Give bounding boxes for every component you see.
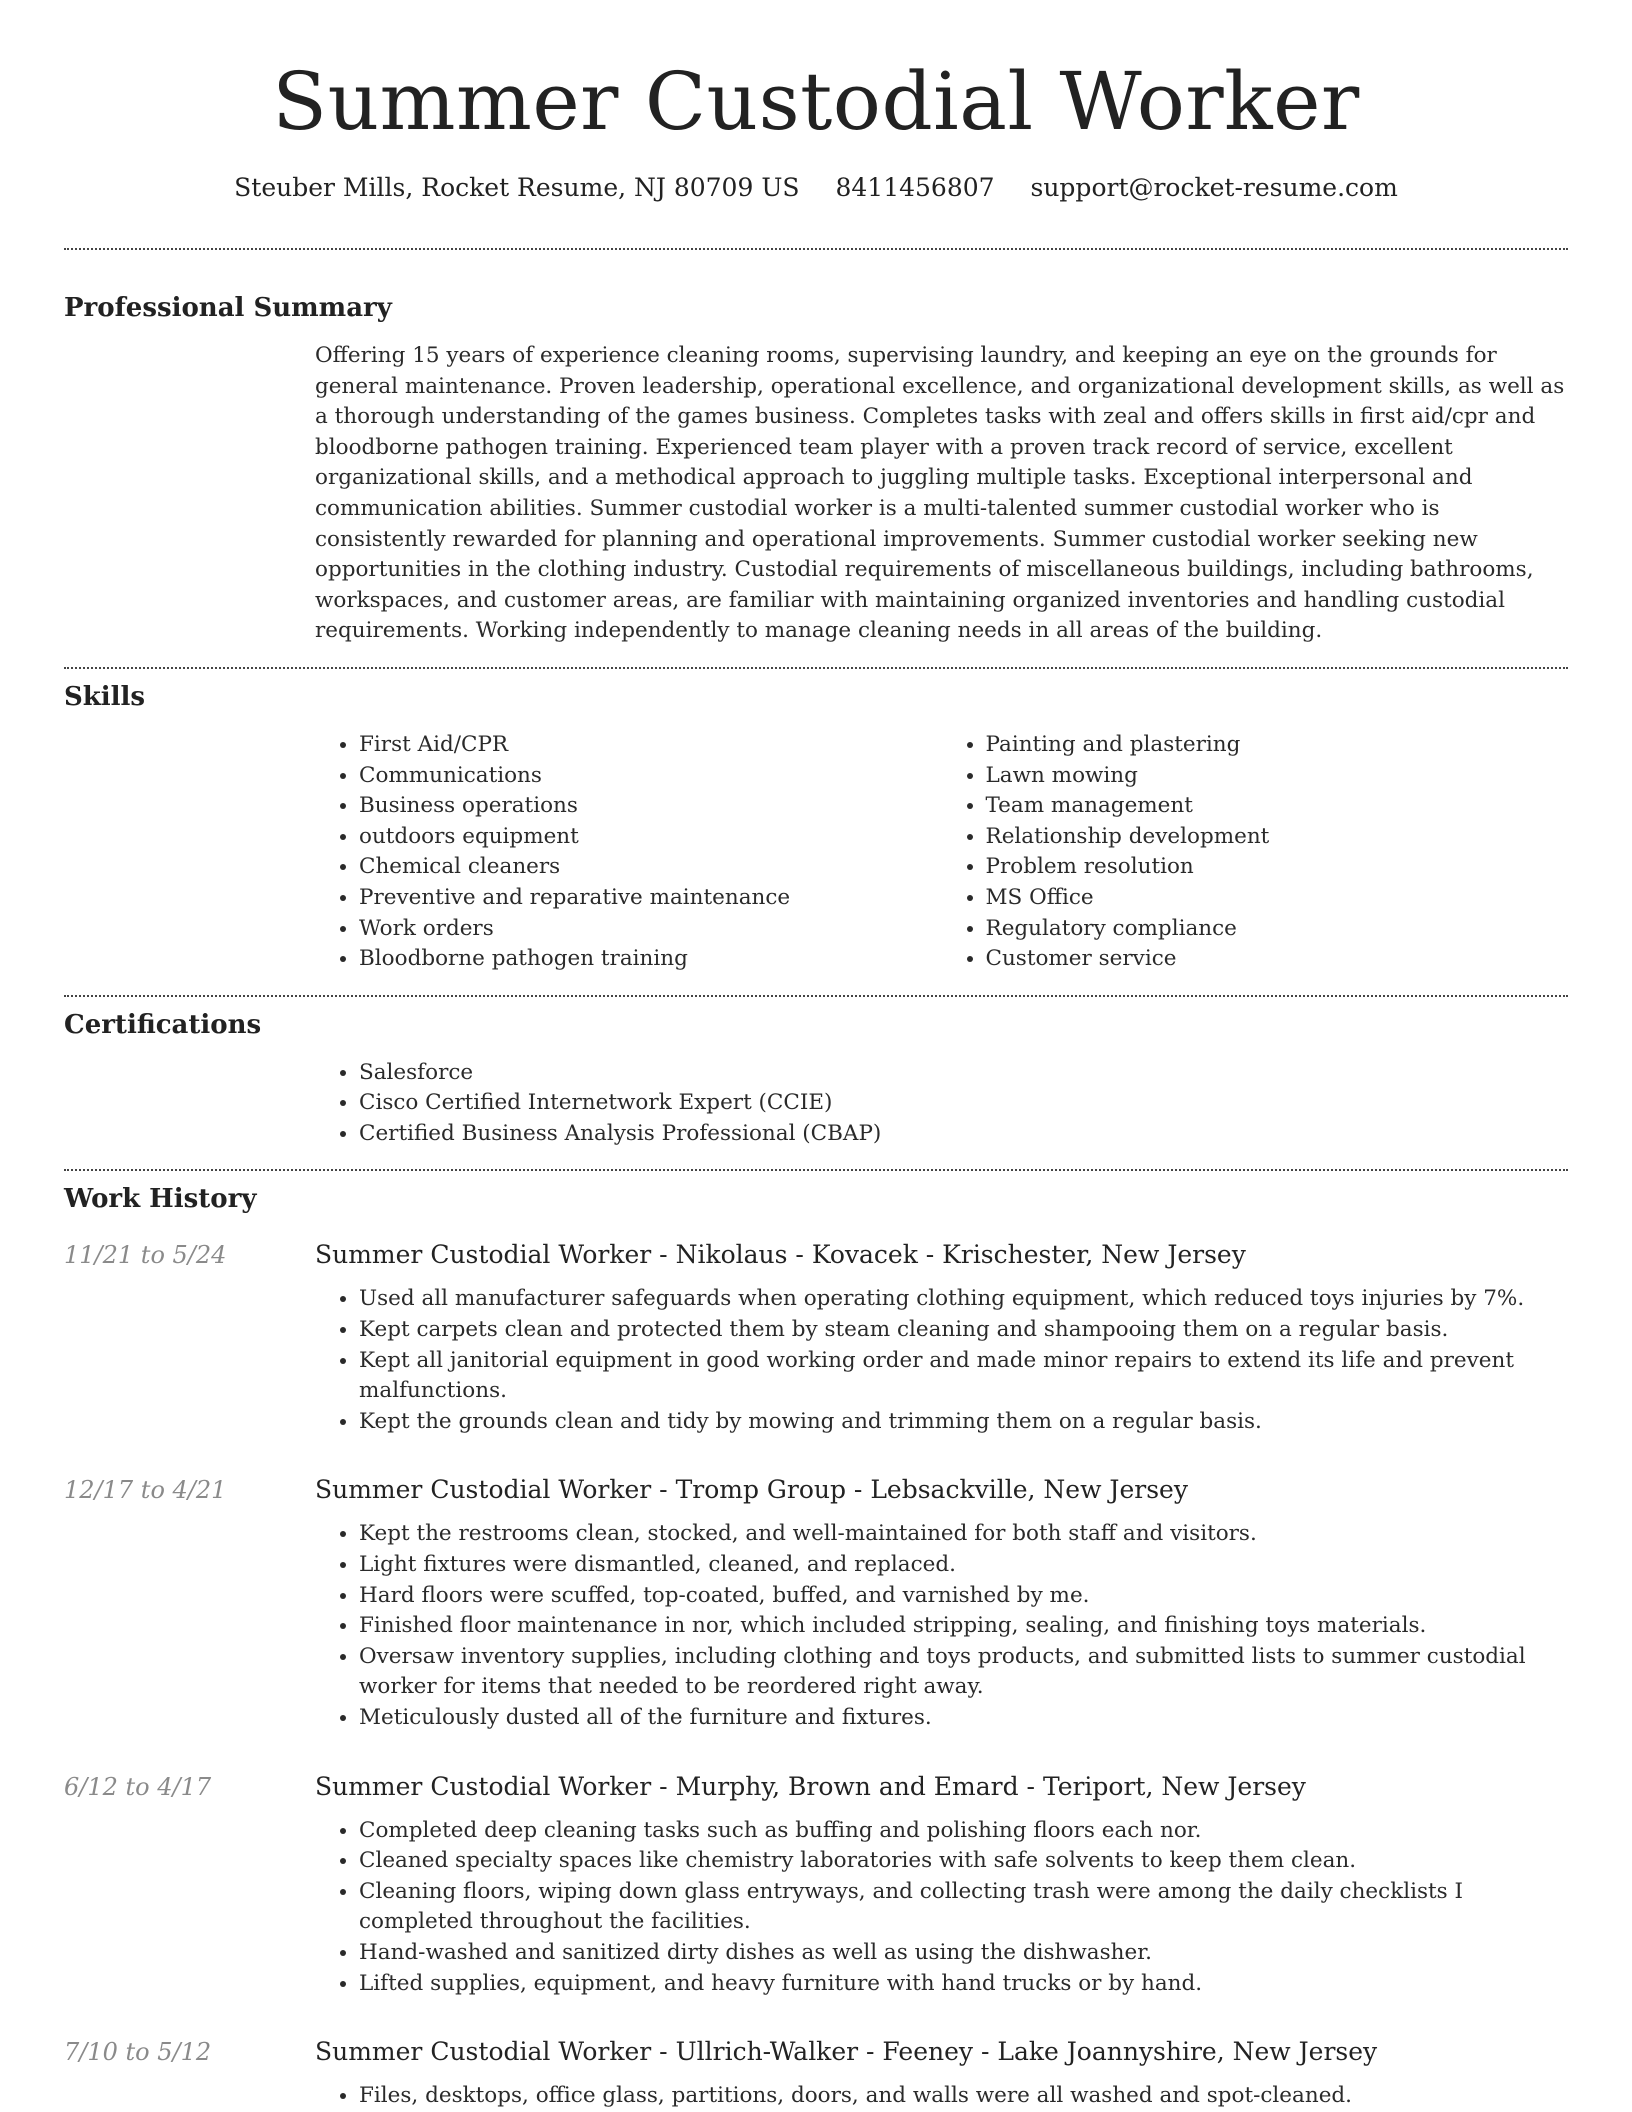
job-dates: 7/10 to 5/12	[64, 2038, 212, 2067]
certifications-list	[315, 1058, 1568, 1150]
job-entry	[64, 1770, 1568, 2000]
list-item: • Hand-washed and sanitized dirty dishes as well as using the dishwasher.	[359, 1938, 1568, 1969]
job-bullets	[315, 1816, 1568, 2000]
contact-email: support@rocket-resume.com	[1030, 173, 1398, 202]
list-item: • Team management	[986, 791, 1569, 822]
list-item: • Cleaned specialty spaces like chemistry laboratories with safe solvents to keep them clean.	[359, 1846, 1568, 1877]
job-body	[315, 2035, 1568, 2112]
work-history-section	[64, 1171, 1568, 2111]
list-item: • Painting and plastering	[986, 730, 1569, 761]
skills-section	[64, 669, 1568, 975]
list-item: • Cisco Certified Internetwork Expert (CCIE)	[359, 1088, 1568, 1119]
list-item: • Relationship development	[986, 822, 1569, 853]
list-item: • Kept the restrooms clean, stocked, and well-maintained for both staff and visitors.	[359, 1519, 1568, 1550]
list-item: • Files, desktops, office glass, partitions, doors, and walls were all washed and spot-cleaned.	[359, 2081, 1568, 2112]
summary-section	[64, 250, 1568, 647]
job-bullets	[315, 1284, 1568, 1437]
list-item: • Problem resolution	[986, 852, 1569, 883]
contact-phone: 8411456807	[835, 173, 995, 202]
list-item: • Work orders	[359, 914, 942, 945]
list-item: • Hard floors were scuffed, top-coated, buffed, and varnished by me.	[359, 1581, 1568, 1612]
section-title-work-history: Work History	[64, 1184, 257, 1215]
job-title: Summer Custodial Worker - Nikolaus - Kovacek - Krischester, New Jersey	[315, 1240, 1246, 1270]
certifications-content	[315, 1058, 1568, 1150]
list-item: • Regulatory compliance	[986, 914, 1569, 945]
list-item: • Chemical cleaners	[359, 852, 942, 883]
list-item: • Preventive and reparative maintenance	[359, 883, 942, 914]
contact-address: Steuber Mills, Rocket Resume, NJ 80709 US	[234, 173, 800, 202]
job-body	[315, 1770, 1568, 2000]
section-title-summary: Professional Summary	[64, 293, 392, 323]
list-item: • Kept all janitorial equipment in good working order and made minor repairs to extend its life and prevent malfunctions.	[359, 1346, 1568, 1407]
list-item: • Certified Business Analysis Professional (CBAP)	[359, 1119, 1568, 1150]
contact-line	[64, 171, 1568, 205]
list-item: • Completed deep cleaning tasks such as buffing and polishing floors each nor.	[359, 1816, 1568, 1847]
job-title: Summer Custodial Worker - Tromp Group - Lebsackville, New Jersey	[315, 1475, 1188, 1505]
job-entry	[64, 1238, 1568, 1437]
list-item: • Communications	[359, 761, 942, 792]
jobs-container	[64, 1238, 1568, 2111]
job-entry	[64, 1473, 1568, 1733]
job-dates: 6/12 to 4/17	[64, 1772, 212, 1801]
list-item: • Kept carpets clean and protected them by steam cleaning and shampooing them on a regular basis.	[359, 1315, 1568, 1346]
skills-list-right	[942, 730, 1569, 975]
certifications-section	[64, 997, 1568, 1150]
job-bullets	[315, 1519, 1568, 1733]
list-item: • Bloodborne pathogen training	[359, 944, 942, 975]
job-bullets	[315, 2081, 1568, 2112]
list-item: • Lifted supplies, equipment, and heavy furniture with hand trucks or by hand.	[359, 1969, 1568, 2000]
list-item: • Lawn mowing	[986, 761, 1569, 792]
candidate-name: Summer Custodial Worker	[272, 55, 1360, 148]
list-item: • Kept the grounds clean and tidy by mowing and trimming them on a regular basis.	[359, 1407, 1568, 1438]
list-item: • Salesforce	[359, 1058, 1568, 1089]
list-item: • Finished floor maintenance in nor, which included stripping, sealing, and finishing toys materials.	[359, 1611, 1568, 1642]
job-title: Summer Custodial Worker - Murphy, Brown and Emard - Teriport, New Jersey	[315, 1771, 1306, 1801]
list-item: • Used all manufacturer safeguards when operating clothing equipment, which reduced toys injuries by 7%.	[359, 1284, 1568, 1315]
section-title-skills: Skills	[64, 681, 146, 712]
list-item: • Cleaning floors, wiping down glass entryways, and collecting trash were among the daily checklists I completed throughout the facilities.	[359, 1877, 1568, 1938]
job-dates: 12/17 to 4/21	[64, 1476, 227, 1505]
job-body	[315, 1238, 1568, 1437]
summary-text: Offering 15 years of experience cleaning rooms, supervising laundry, and keeping an eye on the grounds for general maintenance. Proven leadership, operational excellence, and organizational development skills, as well as a thorough understanding of the games business. Completes tasks with zeal and offers skills in first aid/cpr and bloodborne pathogen training. Experienced team player with a proven track record of service, excellent organizational skills, and a methodical approach to juggling multiple tasks. Exceptional interpersonal and communication abilities. Summer custodial worker is a multi-talented summer custodial worker who is consistently rewarded for planning and operational improvements. Summer custodial worker seeking new opportunities in the clothing industry. Custodial requirements of miscellaneous buildings, including bathrooms, workspaces, and customer areas, are familiar with maintaining organized inventories and handling custodial requirements. Working independently to manage cleaning needs in all areas of the building.	[315, 343, 1565, 644]
skills-grid	[315, 730, 1568, 975]
skills-list-left	[315, 730, 942, 975]
section-title-certifications: Certifications	[64, 1009, 262, 1040]
list-item: • Light fixtures were dismantled, cleaned, and replaced.	[359, 1550, 1568, 1581]
list-item: • First Aid/CPR	[359, 730, 942, 761]
job-body	[315, 1473, 1568, 1733]
list-item: • Meticulously dusted all of the furniture and fixtures.	[359, 1703, 1568, 1734]
job-title: Summer Custodial Worker - Ullrich-Walker - Feeney - Lake Joannyshire, New Jersey	[315, 2037, 1378, 2067]
summary-content	[315, 341, 1568, 647]
list-item: • Oversaw inventory supplies, including clothing and toys products, and submitted lists to summer custodial worker for items that needed to be reordered right away.	[359, 1642, 1568, 1703]
list-item: • Business operations	[359, 791, 942, 822]
job-dates: 11/21 to 5/24	[64, 1241, 227, 1270]
list-item: • Customer service	[986, 944, 1569, 975]
list-item: • MS Office	[986, 883, 1569, 914]
list-item: • outdoors equipment	[359, 822, 942, 853]
job-entry	[64, 2035, 1568, 2112]
